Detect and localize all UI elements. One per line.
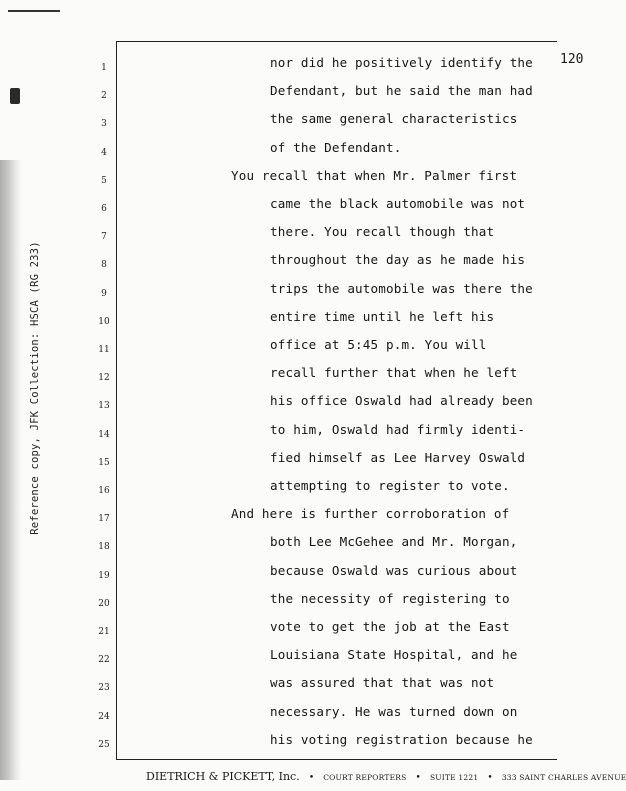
line-text: nor did he positively identify the bbox=[270, 55, 533, 70]
line-text: Louisiana State Hospital, and he bbox=[270, 647, 518, 663]
line-text: office at 5:45 p.m. You will bbox=[270, 337, 487, 352]
transcript-line bbox=[0, 675, 612, 703]
line-number: 8 bbox=[101, 260, 107, 271]
transcript-line bbox=[0, 450, 612, 478]
transcript-line bbox=[0, 83, 612, 111]
line-number: 7 bbox=[101, 232, 107, 243]
line-number: 5 bbox=[101, 175, 107, 186]
line-text: throughout the day as he made his bbox=[270, 252, 526, 268]
line-number: 1 bbox=[101, 63, 107, 73]
line-number: 21 bbox=[98, 627, 110, 637]
line-text: Defendant, but he said the man had bbox=[270, 83, 533, 99]
footer-separator: • bbox=[308, 773, 315, 783]
transcript-line bbox=[0, 309, 612, 337]
line-number: 22 bbox=[98, 655, 110, 666]
line-number: 10 bbox=[98, 316, 110, 327]
line-number: 2 bbox=[101, 91, 107, 102]
line-number: 24 bbox=[98, 711, 110, 722]
line-number: 12 bbox=[98, 373, 110, 384]
footer-role: COURT REPORTERS bbox=[323, 773, 407, 782]
reporter-footer bbox=[146, 765, 626, 784]
line-text: necessary. He was turned down on bbox=[270, 703, 518, 719]
line-text: came the black automobile was not bbox=[270, 196, 526, 211]
footer-firm: DIETRICH & PICKETT, Inc. bbox=[146, 770, 300, 783]
line-text: vote to get the job at the East bbox=[270, 619, 510, 634]
transcript-line bbox=[0, 563, 612, 591]
line-number: 18 bbox=[98, 542, 110, 553]
scan-top-mark bbox=[8, 10, 60, 12]
line-text: entire time until he left his bbox=[270, 308, 495, 324]
line-number: 17 bbox=[98, 514, 110, 525]
archive-stamp-text: Reference copy, JFK Collection: HSCA (RG 233) bbox=[29, 241, 41, 535]
footer-suite: SUITE 1221 bbox=[429, 773, 479, 782]
line-text: trips the automobile was there the bbox=[270, 280, 533, 296]
line-number: 6 bbox=[101, 204, 107, 214]
transcript-line bbox=[0, 224, 612, 252]
transcript-line bbox=[0, 732, 612, 760]
transcript-line bbox=[0, 591, 612, 619]
transcript-line bbox=[0, 393, 612, 421]
line-number: 14 bbox=[98, 429, 110, 440]
transcript-line bbox=[0, 337, 612, 365]
transcript-line bbox=[0, 647, 612, 675]
line-number: 4 bbox=[101, 147, 107, 158]
line-text: attempting to register to vote. bbox=[270, 478, 510, 493]
line-text: there. You recall though that bbox=[270, 224, 495, 240]
line-number: 11 bbox=[98, 345, 110, 355]
transcript-line bbox=[0, 281, 612, 309]
line-number: 9 bbox=[101, 288, 107, 299]
footer-separator: • bbox=[415, 773, 421, 783]
line-text: recall further that when he left bbox=[270, 365, 518, 381]
line-number: 13 bbox=[98, 401, 110, 412]
footer-address: 333 SAINT CHARLES AVENUE bbox=[501, 773, 626, 782]
line-text: You recall that when Mr. Palmer first bbox=[231, 167, 518, 183]
line-text: both Lee McGehee and Mr. Morgan, bbox=[270, 534, 518, 550]
line-text: the same general characteristics bbox=[270, 111, 518, 127]
line-text: because Oswald was curious about bbox=[270, 562, 518, 578]
transcript-line bbox=[0, 365, 612, 393]
transcript-line bbox=[0, 506, 612, 534]
line-text: fied himself as Lee Harvey Oswald bbox=[270, 449, 526, 465]
transcript-line bbox=[0, 55, 612, 83]
line-text: And here is further corroboration of bbox=[231, 506, 510, 522]
transcript-line bbox=[0, 140, 612, 168]
line-number: 3 bbox=[101, 119, 107, 130]
transcript-line bbox=[0, 478, 612, 506]
transcript-line bbox=[0, 111, 612, 139]
transcript-line bbox=[0, 704, 612, 732]
line-number: 23 bbox=[98, 683, 110, 694]
transcript-line bbox=[0, 196, 612, 224]
line-text: his office Oswald had already been bbox=[270, 393, 533, 409]
line-text: of the Defendant. bbox=[270, 139, 402, 155]
line-text: his voting registration because he bbox=[270, 731, 533, 747]
line-text: was assured that that was not bbox=[270, 675, 495, 691]
line-text: to him, Oswald had firmly identi- bbox=[270, 421, 526, 437]
line-number: 16 bbox=[98, 486, 110, 496]
transcript-line bbox=[0, 168, 612, 196]
line-number: 15 bbox=[98, 457, 110, 468]
page-number: 120 bbox=[560, 52, 584, 67]
transcript-line bbox=[0, 252, 612, 280]
transcript-line bbox=[0, 534, 612, 562]
line-number: 19 bbox=[98, 570, 110, 581]
line-text: the necessity of registering to bbox=[270, 590, 510, 606]
line-number: 25 bbox=[98, 739, 110, 750]
footer-separator: • bbox=[487, 773, 493, 783]
line-number: 20 bbox=[98, 598, 110, 609]
transcript-line bbox=[0, 619, 612, 647]
transcript-line bbox=[0, 422, 612, 450]
